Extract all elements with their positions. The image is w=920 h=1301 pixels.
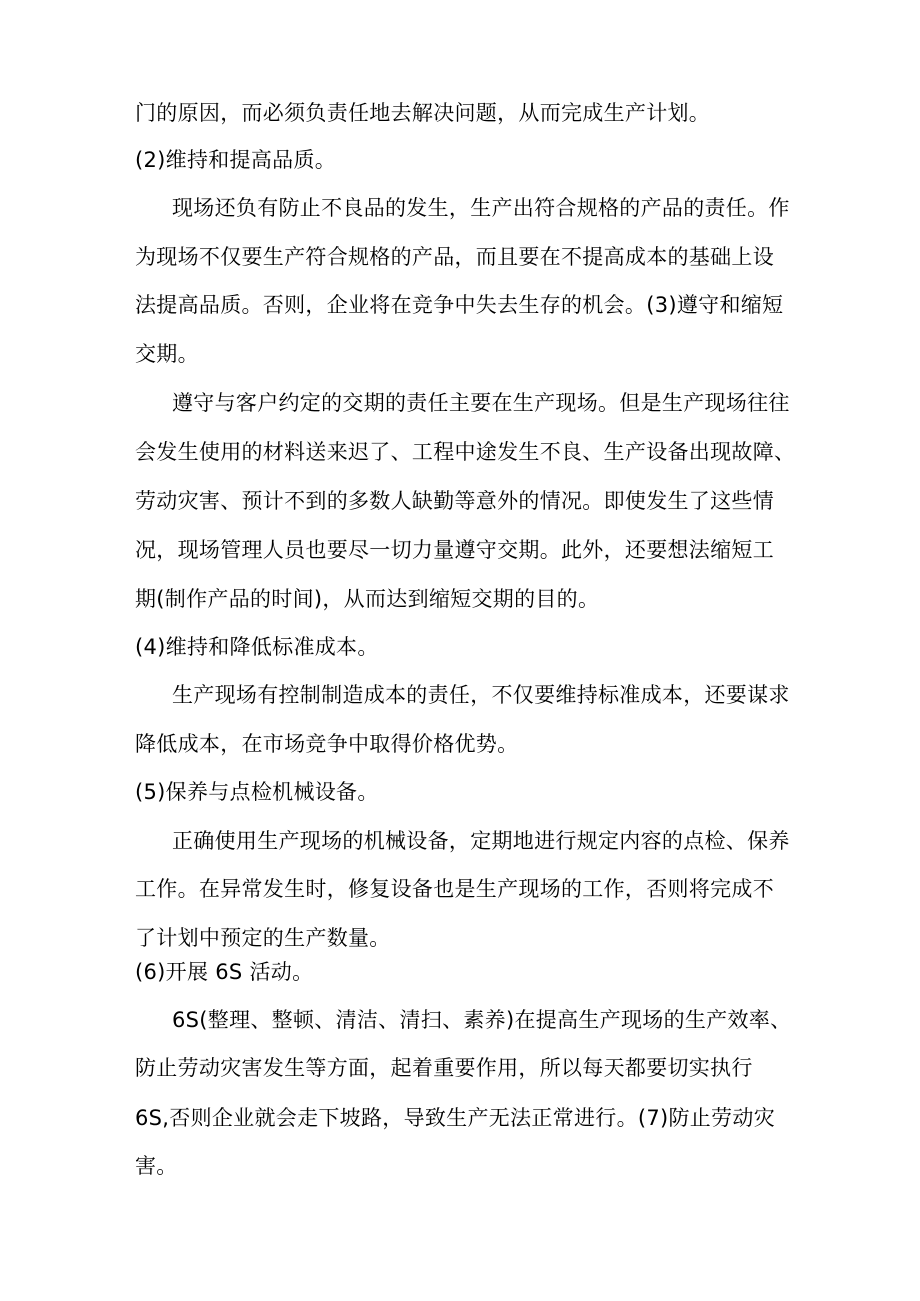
text-line-9: 劳动灾害、预计不到的多数人缺勤等意外的情况。即使发生了这些情 [135,489,774,513]
text-line-17: 工作。在异常发生时，修复设备也是生产现场的工作，否则将完成不 [135,877,774,901]
heading-6: (6)开展 6S 活动。 [135,960,314,984]
text-line-14: 降低成本，在市场竞争中取得价格优势。 [135,732,519,756]
heading-2: (2)维持和提高品质。 [135,148,337,172]
text-line-20: 6S(整理、整顿、清洁、清扫、素养)在提高生产现场的生产效率、 [172,1008,792,1032]
text-line-4: 为现场不仅要生产符合规格的产品，而且要在不提高成本的基础上设 [135,245,774,269]
text-line-10: 况，现场管理人员也要尽一切力量遵守交期。此外，还要想法缩短工 [135,538,774,562]
text-line-11: 期(制作产品的时间)，从而达到缩短交期的目的。 [135,587,600,611]
text-line-16: 正确使用生产现场的机械设备，定期地进行规定内容的点检、保养 [172,829,790,853]
text-line-6: 交期。 [135,342,199,366]
text-line-18: 了计划中预定的生产数量。 [135,926,391,950]
text-line-8: 会发生使用的材料送来迟了、工程中途发生不良、生产设备出现故障、 [135,440,796,464]
text-line-3: 现场还负有防止不良品的发生，生产出符合规格的产品的责任。作 [172,196,790,220]
text-line-13: 生产现场有控制制造成本的责任，不仅要维持标准成本，还要谋求 [172,683,790,707]
heading-5: (5)保养与点检机械设备。 [135,780,379,804]
text-line-23: 害。 [135,1154,178,1178]
text-line-5: 法提高品质。否则，企业将在竞争中失去生存的机会。(3)遵守和缩短 [135,293,784,317]
text-line-7: 遵守与客户约定的交期的责任主要在生产现场。但是生产现场往往 [172,391,790,415]
text-line-22: 6S,否则企业就会走下坡路，导致生产无法正常进行。(7)防止劳动灾 [135,1106,776,1130]
text-line-21: 防止劳动灾害发生等方面，起着重要作用，所以每天都要切实执行 [135,1056,753,1080]
text-line-1: 门的原因，而必须负责任地去解决问题，从而完成生产计划。 [135,101,711,125]
heading-4: (4)维持和降低标准成本。 [135,635,379,659]
